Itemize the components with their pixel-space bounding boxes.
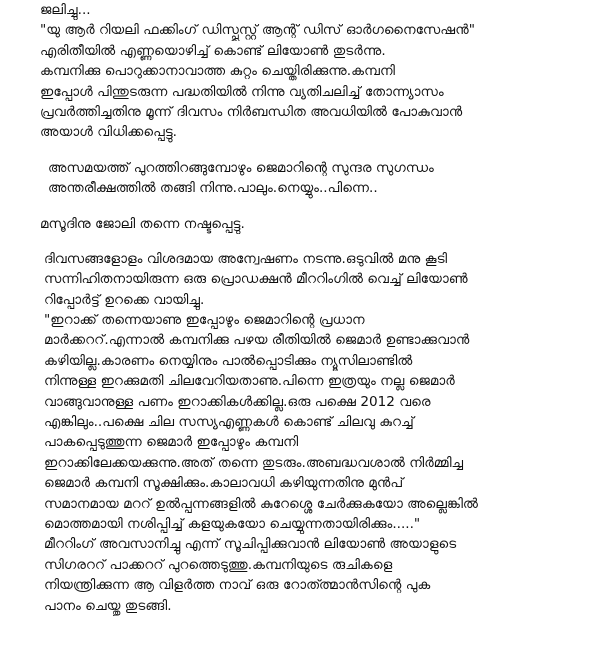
text-line: ഇപ്പോൾ പിന്തുടരുന്ന പദ്ധതിയിൽ നിന്നു വ്യതിചലിച്ച് തോന്ന്യാസം [40, 83, 444, 100]
text-line: എങ്കിലും..പക്ഷെ ചില സസ്യഎണ്ണകൾ കൊണ്ട് ചിലവു കുറച്ച് [44, 414, 414, 431]
paragraph-1 [40, 0, 596, 143]
paragraph-spacer [40, 199, 596, 214]
text-line: സന്നിഹിതനായിരുന്ന ഒരു പ്രൊഡക്ഷൻ മീററിംഗിൽ വെച്ച് ലിയോൺ [44, 271, 468, 288]
text-line: വാങ്ങുവാനുള്ള പണം ഇറാക്കികൾക്കില്ല.ഒരു പക്ഷെ 2012 വരെ [44, 393, 431, 410]
text-line: പ്രവർത്തിച്ചതിനു മൂന്ന് ദിവസം നിർബന്ധിത അവധിയിൽ പോകുവാൻ [40, 103, 463, 120]
text-line: മീററിംഗ് അവസാനിച്ചു എന്ന് സൂചിപ്പിക്കുവാൻ ലിയോൺ അയാളുടെ [44, 536, 457, 553]
text-line: മസൂദിനു ജോലി തന്നെ നഷ്ടപ്പെട്ടു. [40, 215, 245, 232]
text-line: ഇറാക്കിലേക്കയക്കുന്നു.അത് തന്നെ തുടരും.അബദ്ധവശാൽ നിർമ്മിച്ച [44, 454, 464, 471]
text-line: പാകപ്പെടുത്തുന്ന ജെമാർ ഇപ്പോഴും കമ്പനി [44, 434, 299, 451]
text-line: അന്തരീക്ഷത്തിൽ തങ്ങി നിന്നു.പാലും.നെയ്യും..പിന്നെ.. [48, 180, 378, 197]
text-line: കമ്പനിക്കു പൊറുക്കാനാവാത്ത കുറ്റം ചെയ്തിരിക്കുന്നു.കമ്പനി [40, 63, 395, 80]
text-line: മൊത്തമായി നശിപ്പിച്ച് കളയുകയോ ചെയ്യുന്നതായിരിക്കും....." [44, 515, 421, 532]
paragraph-3 [40, 214, 596, 234]
paragraph-2 [40, 158, 596, 199]
paragraph-spacer [40, 234, 596, 249]
text-line: പാനം ചെയ്തു തുടങ്ങി. [44, 597, 172, 614]
text-line: ദിവസങ്ങളോളം വിശദമായ അന്വേഷണം നടന്നു.ഒടുവിൽ മനു കൂടി [44, 250, 448, 267]
text-line: "യു ആർ റിയലി ഫക്കിംഗ് ഡിസ്പ്ലസ്റ്റ് ആന്റ് ഡിസ് ഓർഗനൈസേഷൻ" [40, 22, 475, 39]
paragraph-spacer [40, 143, 596, 158]
text-line: "ഇറാക്ക് തന്നെയാണു ഇപ്പോഴും ജെമാറിന്റെ പ്രധാന [44, 312, 365, 329]
story-text [40, 0, 596, 616]
text-line: ജലിച്ചു... [40, 2, 91, 18]
text-line: റിപ്പോർട്ട് ഉറക്കെ വായിച്ചു. [44, 291, 205, 308]
text-line: കഴിയില്ല.കാരണം നെയ്യിനും പാൽപ്പൊടിക്കും ന്യൂസിലാണ്ടിൽ [44, 352, 413, 369]
text-line: സമാനമായ മററ് ഉൽപ്പന്നങ്ങളിൽ കുറേശ്ശെ ചേർക്കുകയോ അല്ലെങ്കിൽ [44, 495, 479, 512]
text-line: മാർക്കററ്.എന്നാൽ കമ്പനിക്കു പഴയ രീതിയിൽ ജെമാർ ഉണ്ടാക്കുവാൻ [44, 332, 470, 349]
text-line: നിന്നുള്ള ഇറക്കുമതി ചിലവേറിയതാണു.പിന്നെ ഇത്രയും നല്ല ജെമാർ [44, 373, 455, 390]
text-line: ജെമാർ കമ്പനി സൂക്ഷിക്കും.കാലാവധി കഴിയുന്നതിനു മുൻപ് [44, 475, 404, 492]
text-line: അസമയത്ത് പുറത്തിറങ്ങുമ്പോഴും ജെമാറിന്റെ സുന്ദര സുഗന്ധം [48, 159, 434, 176]
text-line: എരിതീയിൽ എണ്ണയൊഴിച്ച് കൊണ്ട് ലിയോൺ തുടർന്നു. [40, 42, 386, 59]
text-line: അയാൾ വിധിക്കപ്പെട്ടു. [40, 124, 177, 141]
text-line: നിയന്ത്രിക്കുന്ന ആ വിളർത്ത നാവ് ഒരു റോത്ത്മാൻസിന്റെ പുക [44, 577, 431, 594]
paragraph-4 [40, 249, 596, 616]
text-line: സിഗരററ് പാക്കററ് പുറത്തെടുത്തു.കമ്പനിയുടെ രുചികളെ [44, 556, 393, 573]
